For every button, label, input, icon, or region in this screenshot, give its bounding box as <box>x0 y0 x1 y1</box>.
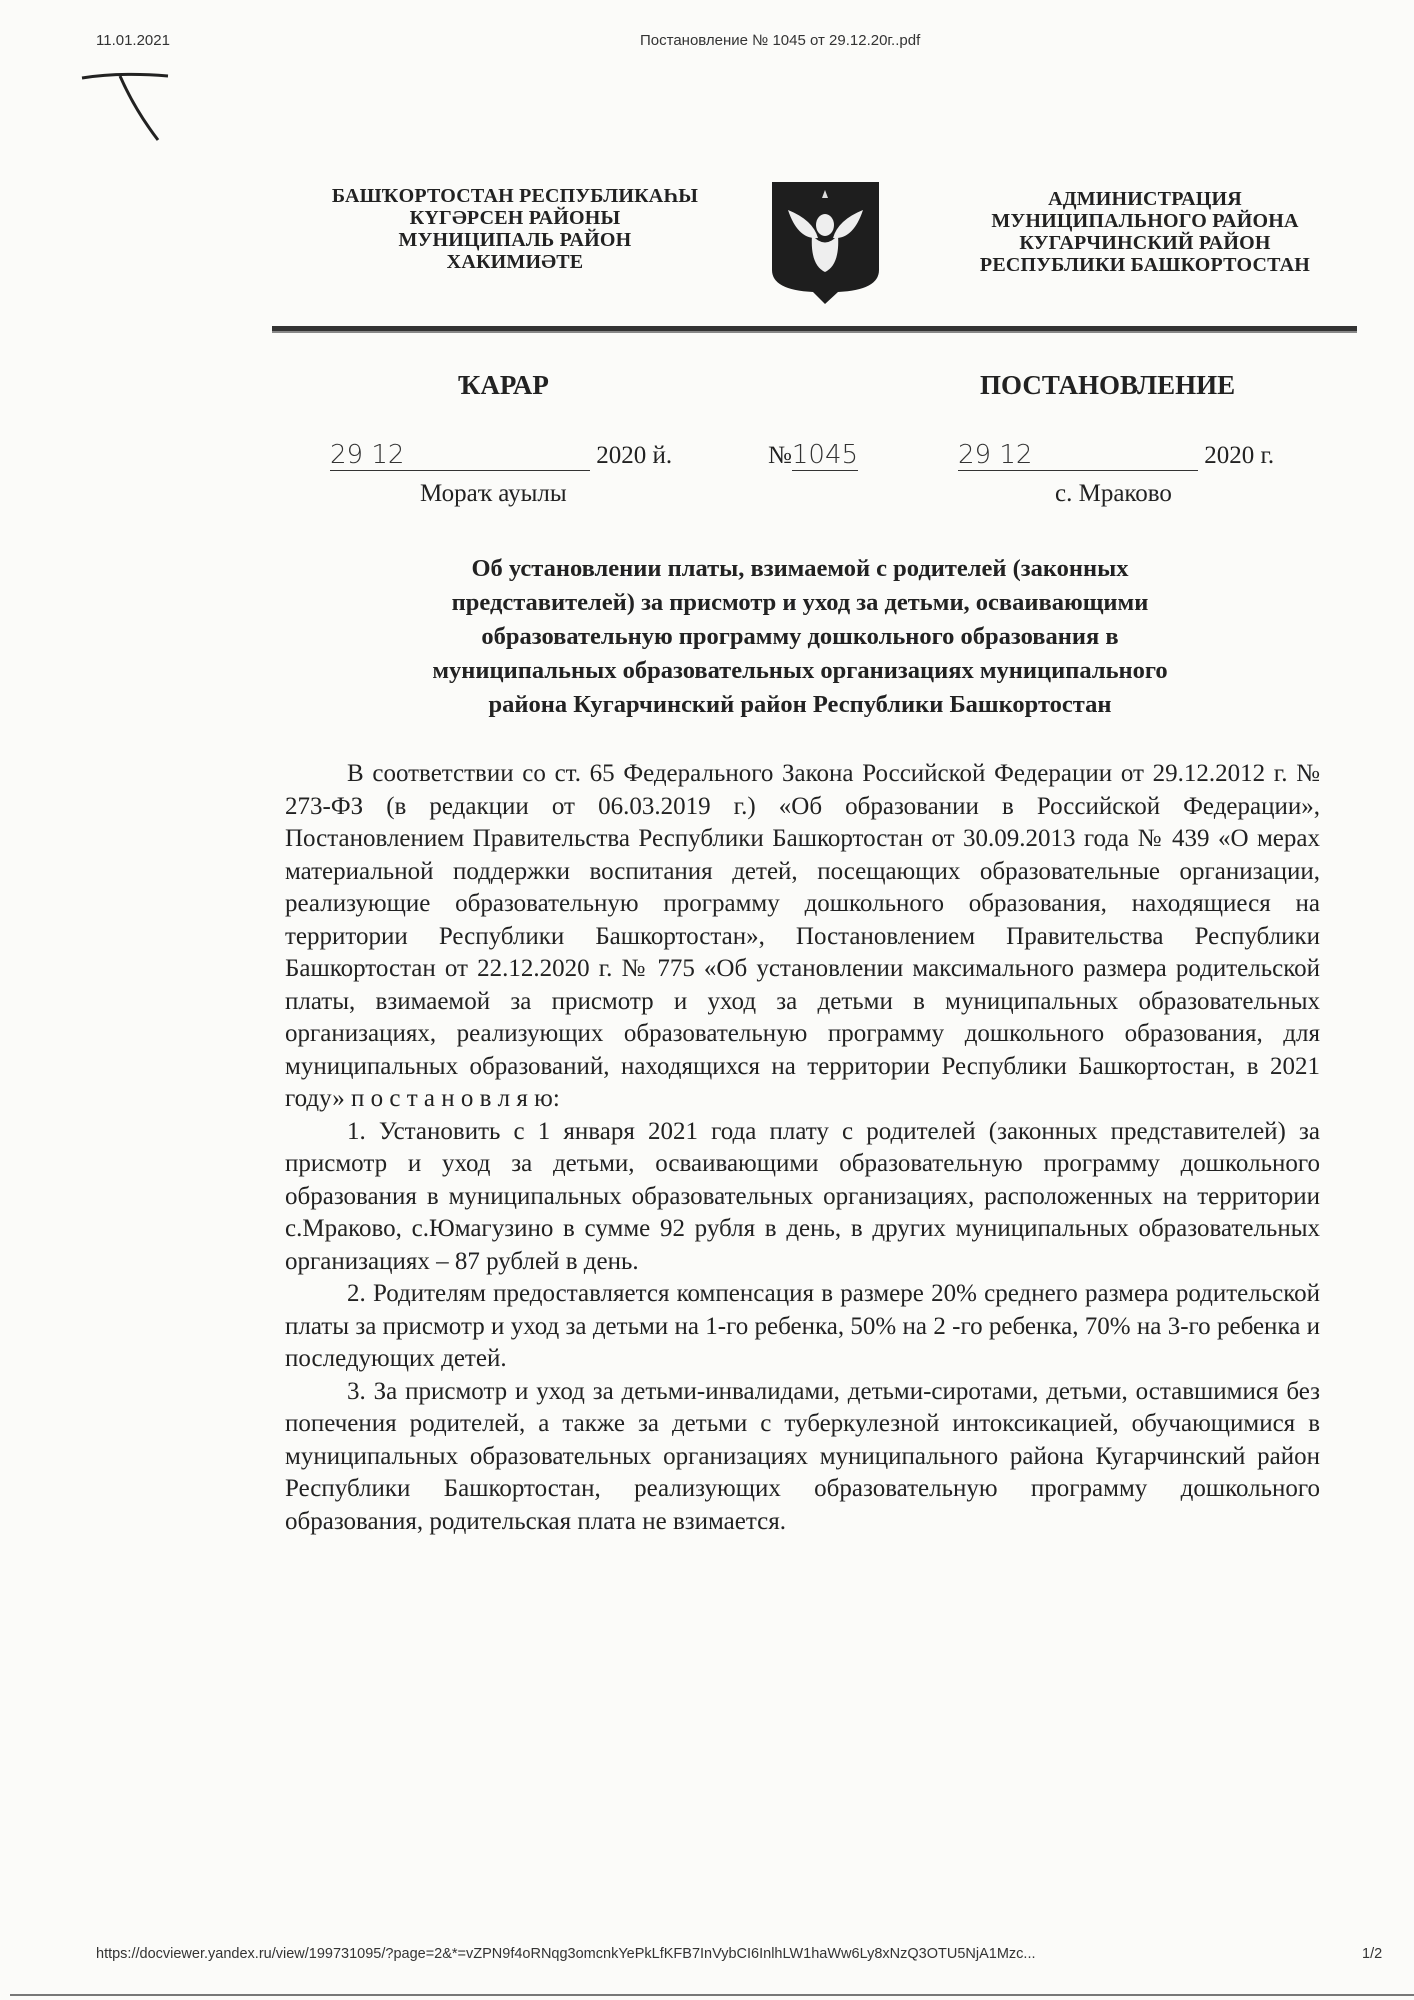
clause-3: 3. За присмотр и уход за детьми-инвалидами, детьми-сиротами, детьми, оставшимися без попечения родителей, а также за детьми с туберкулезной интоксикацией, обучающимися в муниципальных образовательных организациях муниципального района Кугарчинский район Республики Башкортостан, реализующих образовательную программу дошкольного образования, родительская плата не взимается. <box>285 1377 1320 1535</box>
doc-type-bashkir: ҠАРАР <box>458 370 549 400</box>
letterhead-line: МУНИЦИПАЛЬ РАЙОН <box>398 229 632 251</box>
coat-of-arms-icon <box>768 180 883 305</box>
handwritten-number: 1045 <box>791 440 859 470</box>
document-number <box>768 440 858 471</box>
number-sign: № <box>768 442 792 469</box>
year-bashkir: 2020 й. <box>596 442 673 469</box>
letterhead-line: КҮГӘРСЕН РАЙОНЫ <box>409 207 621 229</box>
place-bashkir: Мораҡ ауылы <box>420 480 567 507</box>
title-line: района Кугарчинский район Республики Башкортостан <box>488 691 1112 718</box>
handwritten-mark-icon <box>80 70 170 150</box>
date-russian <box>958 440 1274 471</box>
letterhead-line: МУНИЦИПАЛЬНОГО РАЙОНА <box>991 210 1299 232</box>
source-url: https://docviewer.yandex.ru/view/199731095/?page=2&*=vZPN9f4oRNqg3omcnkYePkLfKFB7InVybCI6InlhLW1haWw6Ly8xNzQ3OTU5NjA1Mzc... <box>96 1946 1036 1962</box>
handwritten-date: 29 12 <box>330 440 590 471</box>
letterhead-line: АДМИНИСТРАЦИЯ <box>1048 188 1242 210</box>
letterhead-line: РЕСПУБЛИКИ БАШКОРТОСТАН <box>979 254 1311 276</box>
title-line: представителей) за присмотр и уход за детьми, осваивающими <box>451 589 1149 616</box>
letterhead-line: ХАКИМИӘТЕ <box>446 251 584 273</box>
letterhead-line: БАШҠОРТОСТАН РЕСПУБЛИКАҺЫ <box>331 185 699 207</box>
letterhead-russian <box>910 188 1380 276</box>
letterhead-divider <box>272 326 1357 333</box>
letterhead-bashkir <box>280 185 750 273</box>
doc-type-russian: ПОСТАНОВЛЕНИЕ <box>980 370 1236 400</box>
document-body <box>285 758 1320 1538</box>
document-title <box>300 552 1300 722</box>
place-russian: с. Мраково <box>1055 480 1172 507</box>
preamble-paragraph: В соответствии со ст. 65 Федерального Закона Российской Федерации от 29.12.2012 г. № 273-ФЗ (в редакции от 06.03.2019 г.) «Об образовании в Российской Федерации», Постановлением Правительства Республики Башкортостан от 30.09.2013 года № 439 «О мерах материальной поддержки воспитания детей, посещающих образовательные организации, реализующие образовательную программу дошкольного образования, находящиеся на территории Республики Башкортостан», Постановлением Правительства Республики Башкортостан от 22.12.2020 г. № 775 «Об установлении максимального размера родительской платы, взимаемой за присмотр и уход за детьми в муниципальных образовательных организациях, реализующих образовательную программу дошкольного образования, для муниципальных образований, находящихся на территории Республики Башкортостан, в 2021 году» п о с т а н о в л я ю: <box>285 760 1320 1112</box>
page-bottom-edge <box>10 1994 1414 1996</box>
handwritten-date: 29 12 <box>958 440 1198 471</box>
title-line: Об установлении платы, взимаемой с родителей (законных <box>471 555 1129 582</box>
print-date: 11.01.2021 <box>96 32 170 49</box>
title-line: муниципальных образовательных организациях муниципального <box>432 657 1168 684</box>
year-russian: 2020 г. <box>1204 442 1275 469</box>
title-line: образовательную программу дошкольного образования в <box>481 623 1119 650</box>
clause-1: 1. Установить с 1 января 2021 года плату с родителей (законных представителей) за присмотр и уход за детьми, осваивающими образовательную программу дошкольного образования в муниципальных образовательных организациях, расположенных на территории с.Мраково, с.Юмагузино в сумме 92 рубля в день, в других муниципальных образовательных организациях – 87 рублей в день. <box>285 1117 1320 1275</box>
print-title: Постановление № 1045 от 29.12.20г..pdf <box>640 32 921 49</box>
clause-2: 2. Родителям предоставляется компенсация в размере 20% среднего размера родительской платы за присмотр и уход за детьми на 1-го ребенка, 50% на 2 -го ребенка, 70% на 3-го ребенка и последующих детей. <box>285 1280 1320 1372</box>
letterhead-line: КУГАРЧИНСКИЙ РАЙОН <box>1019 232 1271 254</box>
date-bashkir <box>330 440 672 471</box>
page-counter: 1/2 <box>1362 1946 1383 1962</box>
